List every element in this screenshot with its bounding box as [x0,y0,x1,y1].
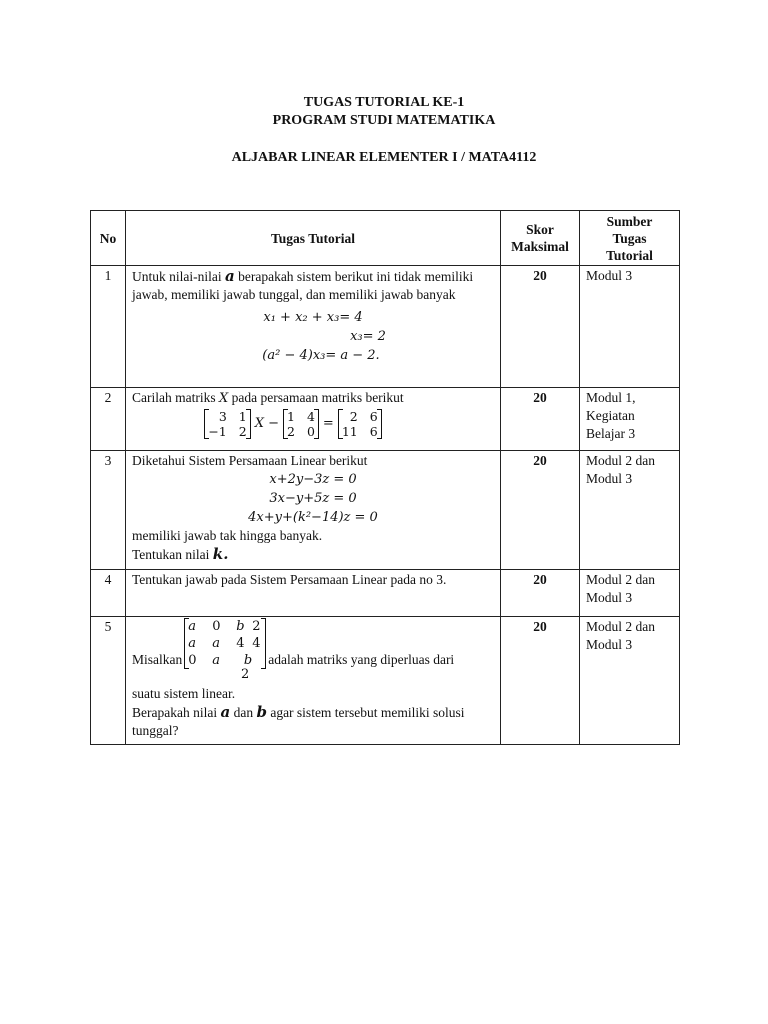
matrix-extra-entry: 2 [241,667,250,682]
task-cell: Tentukan jawab pada Sistem Persamaan Linear pada no 3. [126,570,501,617]
var-a: a [224,267,235,285]
program-title: PROGRAM STUDI MATEMATIKA [272,113,496,128]
equation-3: 4x+y+(k²−14)z = 0 [248,510,378,525]
column-header-no: No [91,211,126,266]
matrix-2: 1 4 2 0 [283,409,319,439]
source-cell: Modul 1, Kegiatan Belajar 3 [580,388,680,451]
task-text-3: Berapakah nilai a dan b agar sistem tersebut memiliki solusi tunggal? [132,703,465,738]
row-number: 3 [91,451,126,570]
score-cell: 20 [501,570,580,617]
augmented-matrix-line: Misalkan a 0 b 2 a a 4 4 0 a b adalah matriks yang diperluas dari [132,619,455,668]
var-k: k. [212,545,229,563]
source-cell: Modul 3 [580,266,680,388]
table-row [91,570,680,617]
task-text-2: suatu sistem linear. [132,686,236,701]
task-text: Carilah matriks X pada persamaan matriks berikut [132,390,404,406]
document-title: TUGAS TUTORIAL KE-1 [303,95,465,110]
matrix-1: 3 1 −1 2 [204,409,250,439]
operator-equals: = [322,416,334,431]
row-number: 5 [91,617,126,745]
task-text-3: Tentukan nilai k. [132,545,229,563]
task-cell [126,451,501,570]
var-b: b [256,703,267,721]
task-text: Diketahui Sistem Persamaan Linear berikut [132,453,368,468]
equation-3: (a² − 4)x₃= a − 2. [262,348,380,363]
score-cell: 20 [501,388,580,451]
column-header-task: Tugas Tutorial [126,211,501,266]
table-header-row [91,211,680,266]
column-header-source: Sumber Tugas Tutorial [580,211,680,266]
table-row [91,617,680,745]
row-number: 4 [91,570,126,617]
equation-1: x+2y−3z = 0 [269,472,357,487]
table-row [91,266,680,388]
equation-2: x₃= 2 [350,329,386,344]
column-header-score: Skor Maksimal [501,211,580,266]
operator-minus: X − [254,416,279,431]
matrix-equation [92,409,494,439]
task-text: Untuk nilai-nilai a berapakah sistem berikut ini tidak memiliki jawab, memiliki jawab tunggal, dan memiliki jawab banyak [132,267,474,302]
tutorial-table [90,210,680,745]
score-cell: 20 [501,451,580,570]
row-number: 2 [91,388,126,451]
score-cell: 20 [501,617,580,745]
matrix-3: 2 6 11 6 [338,409,382,439]
var-x: X [218,391,229,406]
source-cell: Modul 2 dan Modul 3 [580,617,680,745]
task-cell [126,617,501,745]
task-cell [126,266,501,388]
augmented-matrix: a 0 b 2 a a 4 4 0 a b [184,618,266,669]
var-a: a [220,703,231,721]
course-title: ALJABAR LINEAR ELEMENTER I / MATA4112 [231,150,537,165]
source-cell: Modul 2 dan Modul 3 [580,451,680,570]
row-number: 1 [91,266,126,388]
table-row [91,451,680,570]
task-text-2: memiliki jawab tak hingga banyak. [132,528,323,543]
score-cell: 20 [501,266,580,388]
source-cell: Modul 2 dan Modul 3 [580,570,680,617]
equation-2: 3x−y+5z = 0 [269,491,357,506]
equation-1: x₁ + x₂ + x₃= 4 [263,310,363,325]
task-cell [126,388,501,451]
table-row [91,388,680,451]
